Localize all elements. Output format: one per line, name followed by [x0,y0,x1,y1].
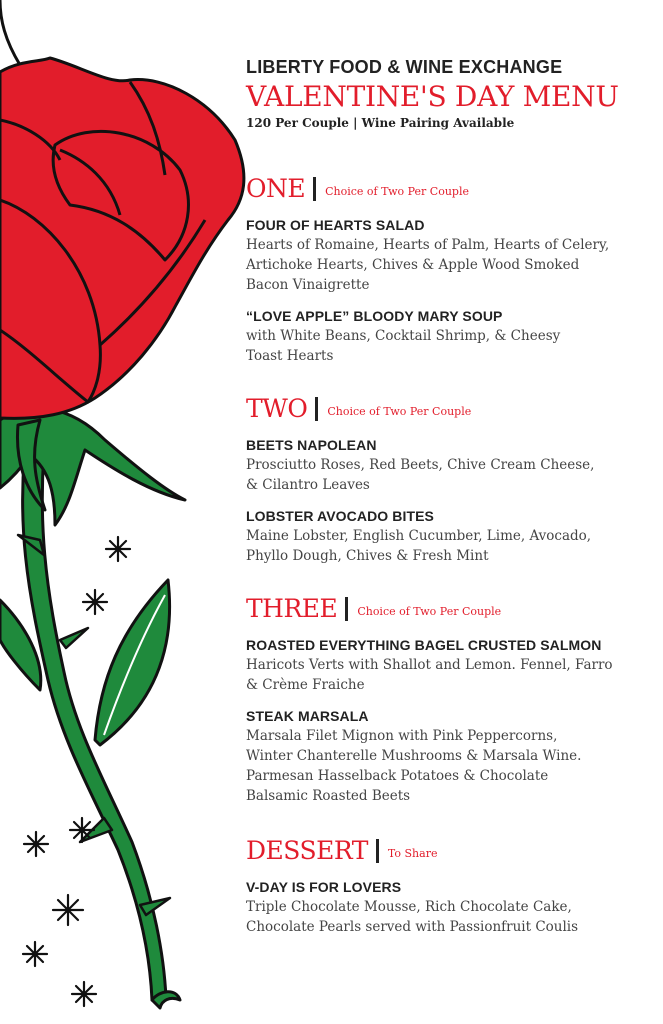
course-three [246,594,613,806]
course-header [246,394,594,424]
course-one [246,174,609,366]
menu-content [246,56,651,935]
dish-description: with White Beans, Cocktail Shrimp, & Cheesy Toast Hearts [246,328,561,364]
dish [246,307,609,366]
dish-description: Maine Lobster, English Cucumber, Lime, Avocado, Phyllo Dough, Chives & Fresh Mint [246,528,592,564]
dish-name: STEAK MARSALA [246,708,369,724]
restaurant-name: LIBERTY FOOD & WINE EXCHANGE [246,57,563,77]
dish-name: FOUR OF HEARTS SALAD [246,217,425,233]
dish-description: Marsala Filet Mignon with Pink Peppercorns, Winter Chanterelle Mushrooms & Marsala Wine. Parmesan Hasselback Potatoes & Chocolate Balsamic Roasted Beets [246,728,582,804]
course-title: DESSERT [246,836,368,865]
course-note: Choice of Two Per Couple [327,405,472,418]
dish-description: Hearts of Romaine, Hearts of Palm, Hearts of Celery, Artichoke Hearts, Chives & Apple Wood Smoked Bacon Vinaigrette [246,237,610,293]
dish-description: Triple Chocolate Mousse, Rich Chocolate Cake, Chocolate Pearls served with Passionfruit Coulis [246,899,579,935]
dish [246,436,594,495]
course-header [246,174,609,204]
dish-name: BEETS NAPOLEAN [246,437,377,453]
course-dessert [246,836,578,937]
dish-name: LOBSTER AVOCADO BITES [246,508,434,524]
course-title: TWO [246,394,308,423]
dish-description: Haricots Verts with Shallot and Lemon. Fennel, Farro & Crème Fraiche [246,657,613,693]
course-two [246,394,594,566]
dish [246,636,613,695]
course-note: To Share [387,847,438,860]
dish [246,707,613,806]
dish [246,216,609,295]
course-note: Choice of Two Per Couple [357,605,502,618]
rose-bloom [0,0,244,418]
dish [246,878,578,937]
divider [345,597,348,621]
divider [313,177,316,201]
dish-name: V-DAY IS FOR LOVERS [246,879,402,895]
dish-name: ROASTED EVERYTHING BAGEL CRUSTED SALMON [246,637,602,653]
divider [376,839,379,863]
dish [246,507,594,566]
menu-title: VALENTINE'S DAY MENU [246,80,619,113]
rose-leaf [0,580,170,745]
dish-name: “LOVE APPLE” BLOODY MARY SOUP [246,308,503,324]
divider [315,397,318,421]
course-title: THREE [246,594,338,623]
price-line: 120 Per Couple | Wine Pairing Available [246,116,515,130]
course-header [246,836,578,866]
course-header [246,594,613,624]
course-title: ONE [246,174,306,203]
dish-description: Prosciutto Roses, Red Beets, Chive Cream Cheese, & Cilantro Leaves [246,457,595,493]
course-note: Choice of Two Per Couple [325,185,469,198]
